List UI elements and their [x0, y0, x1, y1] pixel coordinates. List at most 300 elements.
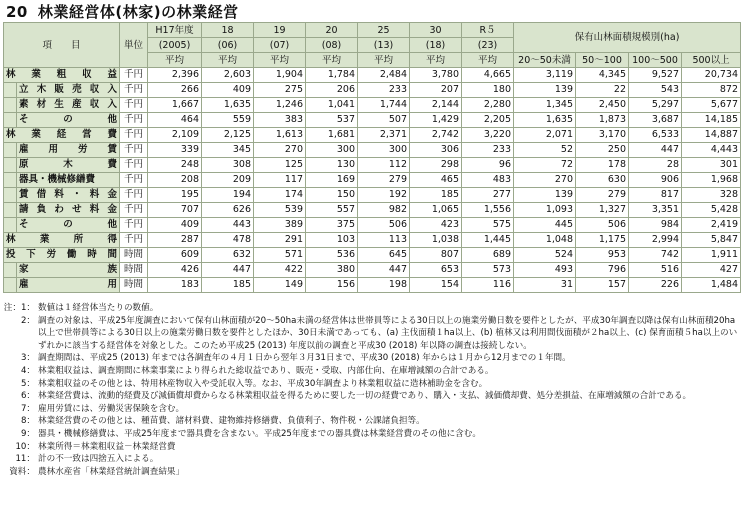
value-cell: 2,071 — [514, 128, 576, 143]
value-cell: 1,904 — [254, 68, 306, 83]
value-cell: 1,327 — [576, 203, 629, 218]
value-cell: 426 — [148, 263, 202, 278]
header-col-4-l2: (13) — [358, 38, 410, 53]
table-row — [4, 233, 741, 248]
value-cell: 157 — [576, 278, 629, 293]
value-cell: 5,297 — [629, 98, 682, 113]
value-cell: 2,603 — [202, 68, 254, 83]
header-sub-3: 500以上 — [682, 53, 741, 68]
note-item — [3, 352, 741, 365]
header-col-2-l3: 平均 — [254, 53, 306, 68]
row-label: 原 木 費 — [19, 159, 118, 170]
value-cell: 524 — [514, 248, 576, 263]
value-cell: 1,041 — [306, 98, 358, 113]
value-cell: 306 — [410, 143, 462, 158]
note-text: 雇用労賃には、労働災害保険を含む。 — [38, 403, 185, 414]
value-cell: 536 — [306, 248, 358, 263]
header-col-2-l1: 19 — [254, 23, 306, 38]
value-cell: 507 — [358, 113, 410, 128]
row-label: 家 族 — [19, 264, 118, 275]
value-cell: 9,527 — [629, 68, 682, 83]
unit-cell: 千円 — [120, 68, 148, 83]
value-cell: 571 — [254, 248, 306, 263]
value-cell: 250 — [576, 143, 629, 158]
row-label-cell — [17, 143, 120, 158]
note-text: 農林水産省「林業経営統計調査結果」 — [38, 466, 185, 477]
value-cell: 796 — [576, 263, 629, 278]
value-cell: 2,109 — [148, 128, 202, 143]
value-cell: 113 — [358, 233, 410, 248]
value-cell: 139 — [514, 83, 576, 98]
value-cell: 447 — [358, 263, 410, 278]
row-label-cell — [4, 248, 120, 263]
value-cell: 539 — [254, 203, 306, 218]
value-cell: 279 — [576, 188, 629, 203]
value-cell: 409 — [148, 218, 202, 233]
note-item — [3, 378, 741, 391]
value-cell: 653 — [410, 263, 462, 278]
row-label-cell — [17, 203, 120, 218]
value-cell: 984 — [629, 218, 682, 233]
value-cell: 1,681 — [306, 128, 358, 143]
header-col-1-l1: 18 — [202, 23, 254, 38]
value-cell: 383 — [254, 113, 306, 128]
value-cell: 1,873 — [576, 113, 629, 128]
value-cell: 609 — [148, 248, 202, 263]
indent-cell — [4, 143, 17, 158]
value-cell: 1,429 — [410, 113, 462, 128]
value-cell: 180 — [462, 83, 514, 98]
value-cell: 1,175 — [576, 233, 629, 248]
table-row — [4, 248, 741, 263]
row-label-cell — [17, 188, 120, 203]
note-text: 器具・機械修繕費は、平成25年度まで器具費を含まない。平成25年度までの器具費は林業経営費のその他に含む。 — [38, 428, 481, 439]
value-cell: 300 — [306, 143, 358, 158]
value-cell: 380 — [306, 263, 358, 278]
header-group: 保有山林面積規模別(ha) — [514, 23, 741, 53]
indent-cell — [4, 218, 17, 233]
row-label: 林 業 経 営 費 — [6, 129, 118, 140]
header-col-5-l2: (18) — [410, 38, 462, 53]
note-item — [3, 428, 741, 441]
value-cell: 953 — [576, 248, 629, 263]
value-cell: 4,665 — [462, 68, 514, 83]
value-cell: 270 — [254, 143, 306, 158]
row-label-cell — [17, 173, 120, 188]
value-cell: 116 — [462, 278, 514, 293]
note-number: 9： — [20, 428, 35, 439]
value-cell: 872 — [682, 83, 741, 98]
note-item — [3, 403, 741, 416]
value-cell: 447 — [202, 263, 254, 278]
row-label-cell — [4, 68, 120, 83]
value-cell: 339 — [148, 143, 202, 158]
value-cell: 154 — [410, 278, 462, 293]
table-row — [4, 68, 741, 83]
value-cell: 630 — [576, 173, 629, 188]
value-cell: 626 — [202, 203, 254, 218]
unit-cell: 千円 — [120, 158, 148, 173]
page-title — [6, 1, 239, 22]
value-cell: 5,428 — [682, 203, 741, 218]
value-cell: 28 — [629, 158, 682, 173]
table-row — [4, 83, 741, 98]
note-item — [3, 315, 741, 353]
indent-cell — [4, 158, 17, 173]
value-cell: 207 — [410, 83, 462, 98]
note-text: 林業経営費は、流動的経費及び減価償却費からなる林業粗収益を得るために要した一切の経費であり、購入・支払、減価償却費、処分差損益、在庫増減額の合計である。 — [38, 391, 692, 402]
value-cell: 233 — [358, 83, 410, 98]
value-cell: 575 — [462, 218, 514, 233]
indent-cell — [4, 203, 17, 218]
value-cell: 14,185 — [682, 113, 741, 128]
value-cell: 2,742 — [410, 128, 462, 143]
value-cell: 1,744 — [358, 98, 410, 113]
value-cell: 557 — [306, 203, 358, 218]
indent-cell — [4, 263, 17, 278]
value-cell: 389 — [254, 218, 306, 233]
value-cell: 807 — [410, 248, 462, 263]
note-number: 8： — [20, 416, 35, 427]
note-item — [3, 466, 741, 479]
value-cell: 2,125 — [202, 128, 254, 143]
row-label-cell — [17, 218, 120, 233]
row-label-cell — [4, 128, 120, 143]
value-cell: 72 — [514, 158, 576, 173]
value-cell: 6,533 — [629, 128, 682, 143]
value-cell: 185 — [410, 188, 462, 203]
title-number: 20 — [6, 3, 28, 21]
header-col-3-l3: 平均 — [306, 53, 358, 68]
value-cell: 559 — [202, 113, 254, 128]
value-cell: 156 — [306, 278, 358, 293]
table-row — [4, 218, 741, 233]
value-cell: 4,345 — [576, 68, 629, 83]
value-cell: 277 — [462, 188, 514, 203]
note-item — [3, 453, 741, 466]
value-cell: 493 — [514, 263, 576, 278]
value-cell: 291 — [254, 233, 306, 248]
row-label: 林 業 所 得 — [6, 234, 117, 245]
value-cell: 2,994 — [629, 233, 682, 248]
note-text: 数値は１経営体当たりの数値。 — [38, 303, 159, 313]
value-cell: 906 — [629, 173, 682, 188]
header-sub-1: 50～100 — [576, 53, 629, 68]
header-item: 項 目 — [4, 23, 120, 68]
title-text: 林業経営体(林家)の林業経営 — [37, 3, 239, 21]
value-cell: 298 — [410, 158, 462, 173]
value-cell: 1,968 — [682, 173, 741, 188]
indent-cell — [4, 188, 17, 203]
unit-cell: 千円 — [120, 113, 148, 128]
table-row — [4, 278, 741, 293]
table-row — [4, 158, 741, 173]
table-row — [4, 263, 741, 278]
value-cell: 183 — [148, 278, 202, 293]
value-cell: 301 — [682, 158, 741, 173]
value-cell: 506 — [358, 218, 410, 233]
note-text: 計の不一致は四捨五入による。 — [38, 454, 159, 465]
value-cell: 483 — [462, 173, 514, 188]
note-number: 10： — [15, 441, 35, 452]
value-cell: 169 — [306, 173, 358, 188]
value-cell: 103 — [306, 233, 358, 248]
value-cell: 5,847 — [682, 233, 741, 248]
note-number: 4： — [20, 365, 35, 376]
value-cell: 422 — [254, 263, 306, 278]
note-number: 3： — [20, 353, 35, 364]
unit-cell: 千円 — [120, 83, 148, 98]
note-text: 調査期間は、平成25 (2013) 年までは各調査年の４月１日から翌年３月31日まで、平成30 (2018) 年からは１月から12月までの１年間。 — [38, 353, 571, 364]
value-cell: 149 — [254, 278, 306, 293]
row-label: 請 負 わ せ 料 金 — [19, 204, 117, 215]
value-cell: 2,419 — [682, 218, 741, 233]
value-cell: 96 — [462, 158, 514, 173]
table-body — [4, 68, 741, 293]
row-label: 器具・機械修繕費 — [19, 174, 96, 185]
header-col-1-l2: (06) — [202, 38, 254, 53]
value-cell: 1,911 — [682, 248, 741, 263]
value-cell: 20,734 — [682, 68, 741, 83]
row-label-cell — [17, 83, 120, 98]
value-cell: 345 — [202, 143, 254, 158]
value-cell: 1,246 — [254, 98, 306, 113]
value-cell: 423 — [410, 218, 462, 233]
value-cell: 185 — [202, 278, 254, 293]
value-cell: 2,484 — [358, 68, 410, 83]
note-item — [3, 390, 741, 403]
value-cell: 3,170 — [576, 128, 629, 143]
value-cell: 465 — [410, 173, 462, 188]
value-cell: 2,205 — [462, 113, 514, 128]
note-number: 7： — [20, 403, 35, 414]
unit-cell: 千円 — [120, 203, 148, 218]
value-cell: 226 — [629, 278, 682, 293]
table-row — [4, 98, 741, 113]
value-cell: 2,371 — [358, 128, 410, 143]
value-cell: 4,443 — [682, 143, 741, 158]
value-cell: 174 — [254, 188, 306, 203]
unit-cell: 千円 — [120, 233, 148, 248]
value-cell: 409 — [202, 83, 254, 98]
value-cell: 443 — [202, 218, 254, 233]
row-label-cell — [17, 158, 120, 173]
row-label-cell — [17, 278, 120, 293]
value-cell: 1,445 — [462, 233, 514, 248]
value-cell: 2,396 — [148, 68, 202, 83]
row-label-cell — [17, 113, 120, 128]
row-label: 雇 用 労 賃 — [19, 144, 118, 155]
table-row — [4, 128, 741, 143]
value-cell: 478 — [202, 233, 254, 248]
unit-cell: 千円 — [120, 98, 148, 113]
row-label: そ の 他 — [19, 114, 118, 125]
table-row — [4, 188, 741, 203]
value-cell: 817 — [629, 188, 682, 203]
value-cell: 516 — [629, 263, 682, 278]
table-row — [4, 203, 741, 218]
unit-cell: 時間 — [120, 278, 148, 293]
row-label: 素 材 生 産 収 入 — [19, 99, 117, 110]
value-cell: 125 — [254, 158, 306, 173]
value-cell: 192 — [358, 188, 410, 203]
value-cell: 689 — [462, 248, 514, 263]
value-cell: 506 — [576, 218, 629, 233]
header-col-0-l1: H17年度 — [148, 23, 202, 38]
data-table — [3, 22, 741, 293]
unit-cell: 千円 — [120, 128, 148, 143]
header-col-2-l2: (07) — [254, 38, 306, 53]
value-cell: 707 — [148, 203, 202, 218]
table-row — [4, 173, 741, 188]
unit-cell: 千円 — [120, 218, 148, 233]
unit-cell: 時間 — [120, 248, 148, 263]
note-number: 5： — [20, 378, 35, 389]
value-cell: 1,065 — [410, 203, 462, 218]
value-cell: 178 — [576, 158, 629, 173]
value-cell: 1,093 — [514, 203, 576, 218]
header-col-5-l3: 平均 — [410, 53, 462, 68]
value-cell: 31 — [514, 278, 576, 293]
row-label: 林 業 粗 収 益 — [6, 69, 118, 80]
value-cell: 543 — [629, 83, 682, 98]
value-cell: 150 — [306, 188, 358, 203]
value-cell: 1,484 — [682, 278, 741, 293]
value-cell: 1,784 — [306, 68, 358, 83]
header-sub-2: 100～500 — [629, 53, 682, 68]
value-cell: 195 — [148, 188, 202, 203]
value-cell: 537 — [306, 113, 358, 128]
value-cell: 1,556 — [462, 203, 514, 218]
header-sub-0: 20～50未満 — [514, 53, 576, 68]
header-col-3-l1: 20 — [306, 23, 358, 38]
value-cell: 52 — [514, 143, 576, 158]
table-row — [4, 113, 741, 128]
value-cell: 982 — [358, 203, 410, 218]
value-cell: 130 — [306, 158, 358, 173]
row-label: 雇 用 — [19, 279, 118, 290]
value-cell: 3,687 — [629, 113, 682, 128]
value-cell: 3,220 — [462, 128, 514, 143]
header-col-4-l3: 平均 — [358, 53, 410, 68]
unit-cell: 千円 — [120, 188, 148, 203]
row-label-cell — [17, 98, 120, 113]
indent-cell — [4, 98, 17, 113]
header-col-6-l3: 平均 — [462, 53, 514, 68]
indent-cell — [4, 278, 17, 293]
value-cell: 445 — [514, 218, 576, 233]
row-label: 賃 借 料 ・ 料 金 — [19, 189, 117, 200]
value-cell: 1,048 — [514, 233, 576, 248]
value-cell: 573 — [462, 263, 514, 278]
value-cell: 208 — [148, 173, 202, 188]
value-cell: 206 — [306, 83, 358, 98]
note-item — [3, 415, 741, 428]
header-col-6-l2: (23) — [462, 38, 514, 53]
value-cell: 632 — [202, 248, 254, 263]
notes — [3, 302, 741, 478]
row-label: 立 木 販 売 収 入 — [19, 84, 117, 95]
note-number: 6： — [20, 391, 35, 402]
value-cell: 3,351 — [629, 203, 682, 218]
note-text: 林業所得＝林業粗収益－林業経営費 — [38, 441, 176, 452]
value-cell: 742 — [629, 248, 682, 263]
header-col-1-l3: 平均 — [202, 53, 254, 68]
header-col-0-l3: 平均 — [148, 53, 202, 68]
value-cell: 308 — [202, 158, 254, 173]
value-cell: 248 — [148, 158, 202, 173]
row-label: そ の 他 — [19, 219, 118, 230]
value-cell: 14,887 — [682, 128, 741, 143]
indent-cell — [4, 83, 17, 98]
row-label: 投 下 労 働 時 間 — [6, 249, 117, 260]
value-cell: 194 — [202, 188, 254, 203]
value-cell: 300 — [358, 143, 410, 158]
value-cell: 645 — [358, 248, 410, 263]
row-label-cell — [17, 263, 120, 278]
indent-cell — [4, 173, 17, 188]
indent-cell — [4, 113, 17, 128]
header-col-0-l2: (2005) — [148, 38, 202, 53]
table-row — [4, 143, 741, 158]
value-cell: 1,635 — [202, 98, 254, 113]
note-item — [3, 365, 741, 378]
unit-cell: 千円 — [120, 143, 148, 158]
value-cell: 328 — [682, 188, 741, 203]
header-unit: 単位 — [120, 23, 148, 68]
header-col-5-l1: 30 — [410, 23, 462, 38]
note-text: 林業粗収益のその他とは、特用林産物収入や受託収入等。なお、平成30年調査より林業粗収益に造林補助金を含む。 — [38, 378, 488, 389]
note-item — [3, 441, 741, 454]
value-cell: 112 — [358, 158, 410, 173]
value-cell: 427 — [682, 263, 741, 278]
value-cell: 117 — [254, 173, 306, 188]
note-number: 注：1： — [3, 303, 35, 313]
note-text: 林業粗収益は、調査期間に林業事業により得られた総収益であり、販売・受取、内部仕向、在庫増減額の合計である。 — [38, 365, 494, 376]
value-cell: 233 — [462, 143, 514, 158]
note-text: 林業経営費のその他とは、種苗費、諸材料費、建物維持修繕費、負債利子、物件税・公課諸負担等。 — [38, 416, 425, 427]
note-number: 11： — [15, 454, 35, 465]
unit-cell: 千円 — [120, 173, 148, 188]
note-text: 調査の対象は、平成25年度調査において保有山林面積が20～50ha未満の経営体は世帯員等による30日以上の施業労働日数を要件としたが、平成30年調査以降は保有山林面積20ha以上で世帯員等による30日以上の施業労働日数を要件としたほか、30日未満であっても、(a) 主伐面積１ha以上、(b) 植林又は利用間伐面積が２ha以上、(c) 保育面積５ha以上のいずれかに該当する経営体を対象とした。このため平成25 (2013) 年度以前の調査と平成30 (2018) 年以降の調査は接続しない。 — [38, 315, 738, 351]
note-number: 資料： — [9, 466, 35, 477]
value-cell: 209 — [202, 173, 254, 188]
value-cell: 3,780 — [410, 68, 462, 83]
value-cell: 447 — [629, 143, 682, 158]
header-col-4-l1: 25 — [358, 23, 410, 38]
value-cell: 22 — [576, 83, 629, 98]
row-label-cell — [4, 233, 120, 248]
value-cell: 275 — [254, 83, 306, 98]
value-cell: 1,038 — [410, 233, 462, 248]
header-col-3-l2: (08) — [306, 38, 358, 53]
value-cell: 1,345 — [514, 98, 576, 113]
value-cell: 198 — [358, 278, 410, 293]
value-cell: 375 — [306, 218, 358, 233]
value-cell: 2,450 — [576, 98, 629, 113]
value-cell: 2,144 — [410, 98, 462, 113]
value-cell: 287 — [148, 233, 202, 248]
value-cell: 464 — [148, 113, 202, 128]
value-cell: 139 — [514, 188, 576, 203]
note-item — [3, 302, 741, 315]
value-cell: 1,613 — [254, 128, 306, 143]
header-col-6-l1: R５ — [462, 23, 514, 38]
value-cell: 266 — [148, 83, 202, 98]
value-cell: 270 — [514, 173, 576, 188]
value-cell: 2,280 — [462, 98, 514, 113]
value-cell: 279 — [358, 173, 410, 188]
